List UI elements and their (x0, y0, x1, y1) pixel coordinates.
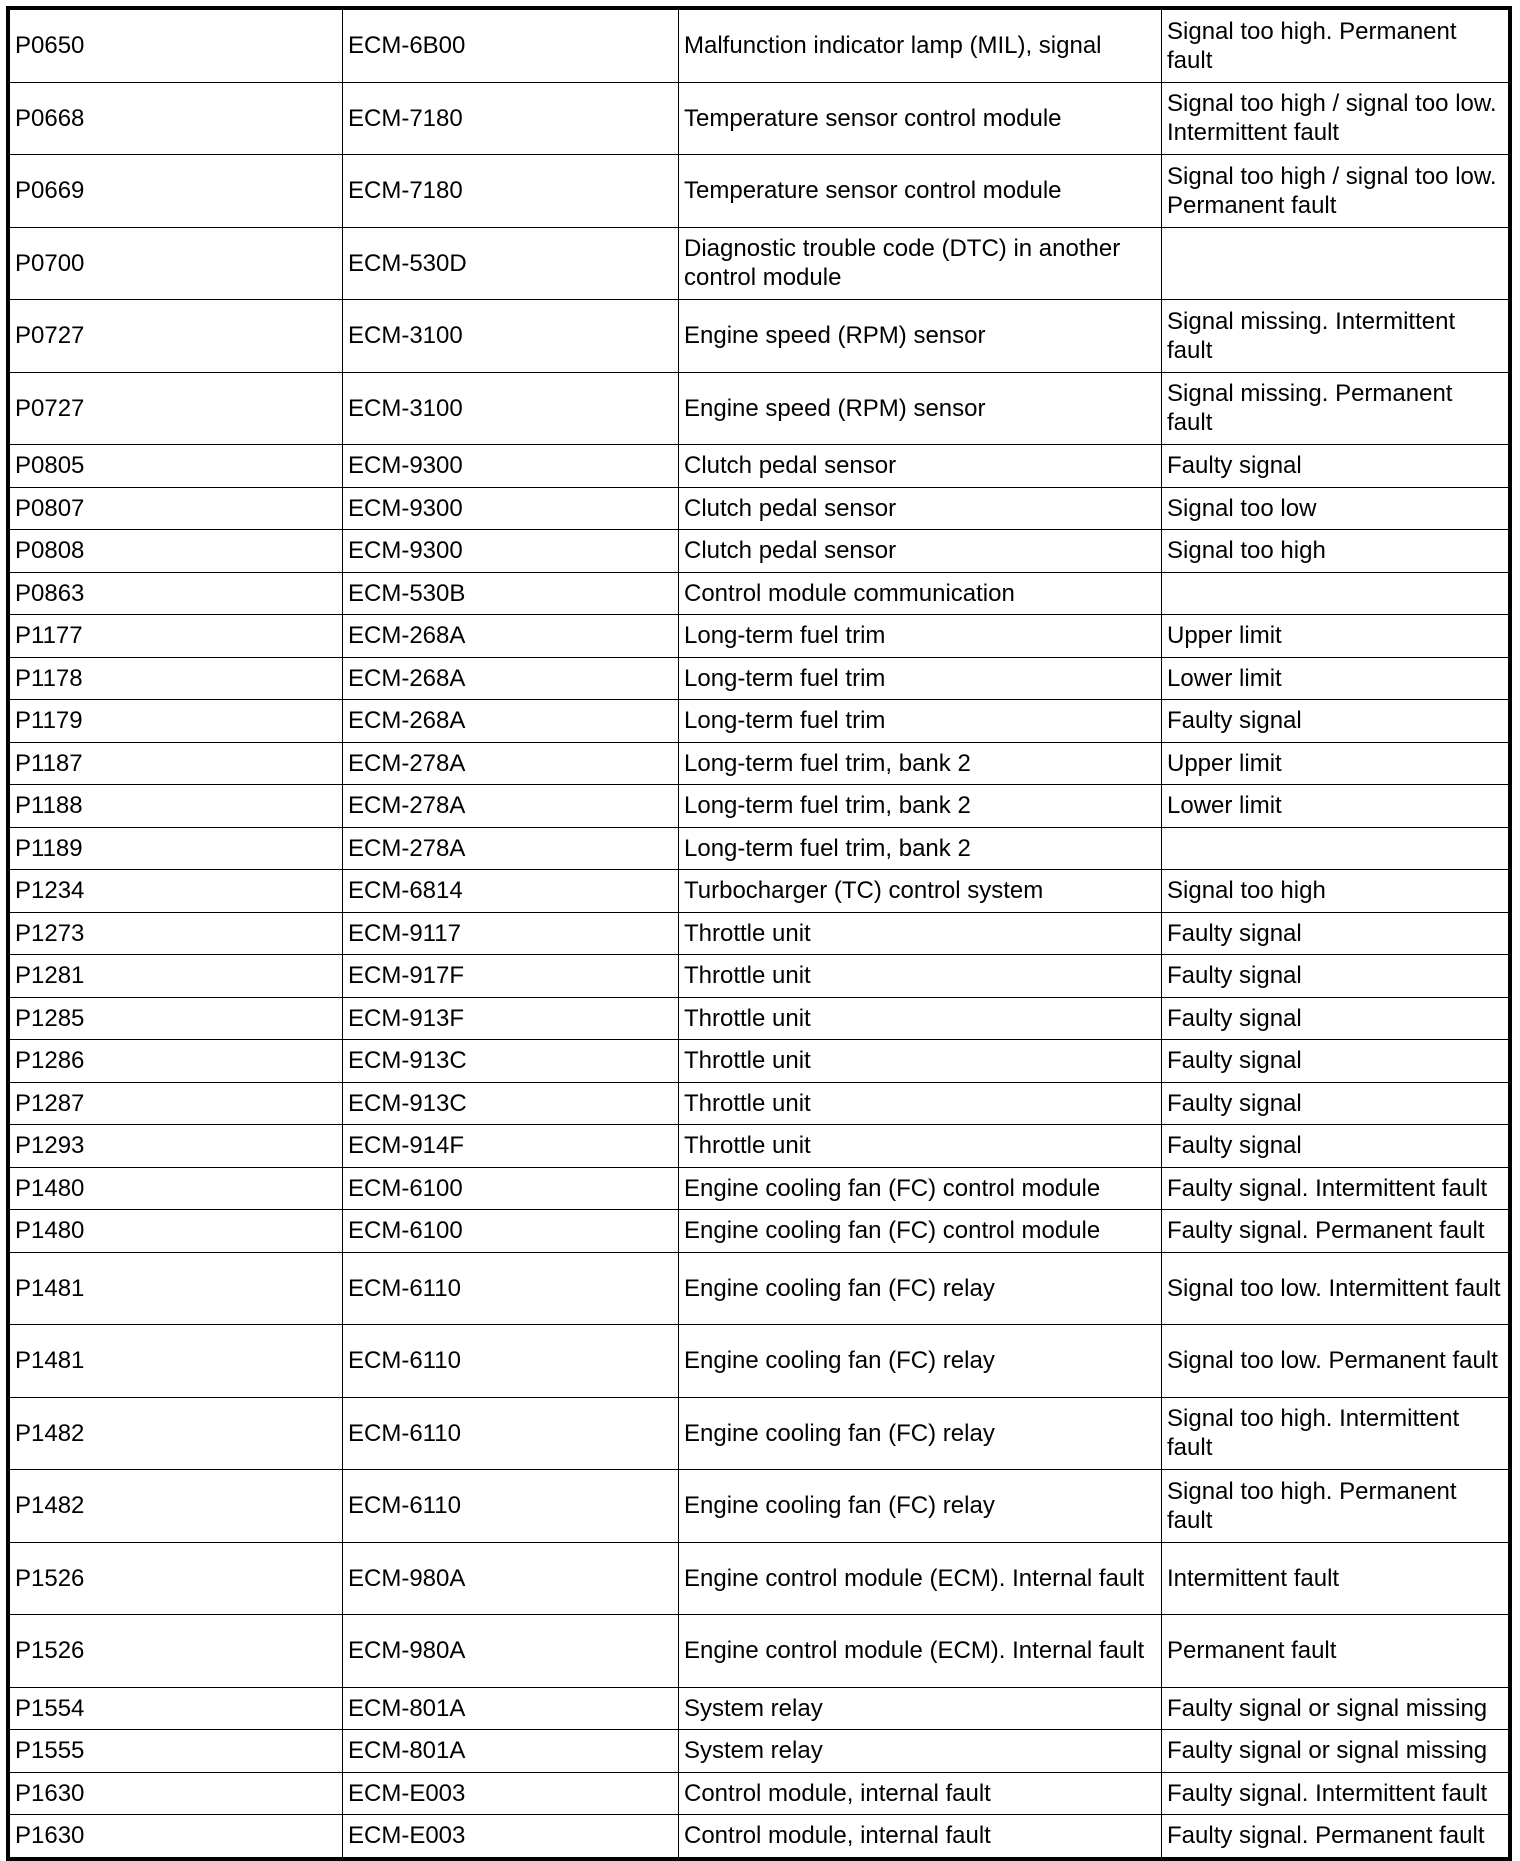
dtc-code-cell: P1526 (10, 1542, 343, 1615)
fault-type-cell: Upper limit (1162, 615, 1509, 658)
ecm-code-cell: ECM-913C (343, 1082, 679, 1125)
dtc-code-cell: P1287 (10, 1082, 343, 1125)
table-row (10, 785, 1509, 828)
table-row (10, 1687, 1509, 1730)
table-row (10, 10, 1509, 83)
fault-type-cell: Faulty signal. Intermittent fault (1162, 1167, 1509, 1210)
component-cell: Long-term fuel trim (679, 657, 1162, 700)
table-row (10, 372, 1509, 445)
component-cell: Throttle unit (679, 997, 1162, 1040)
ecm-code-cell: ECM-9300 (343, 487, 679, 530)
component-cell: Engine speed (RPM) sensor (679, 372, 1162, 445)
ecm-code-cell: ECM-7180 (343, 155, 679, 228)
table-row (10, 1772, 1509, 1815)
ecm-code-cell: ECM-3100 (343, 372, 679, 445)
dtc-code-cell: P0669 (10, 155, 343, 228)
fault-type-cell: Faulty signal (1162, 955, 1509, 998)
ecm-code-cell: ECM-6100 (343, 1167, 679, 1210)
ecm-code-cell: ECM-3100 (343, 300, 679, 373)
dtc-code-cell: P0727 (10, 372, 343, 445)
component-cell: Engine cooling fan (FC) relay (679, 1252, 1162, 1325)
component-cell: Long-term fuel trim, bank 2 (679, 742, 1162, 785)
fault-type-cell: Faulty signal (1162, 700, 1509, 743)
dtc-code-cell: P1187 (10, 742, 343, 785)
dtc-code-cell: P1526 (10, 1615, 343, 1688)
ecm-code-cell: ECM-913F (343, 997, 679, 1040)
table-row (10, 1397, 1509, 1470)
component-cell: Clutch pedal sensor (679, 445, 1162, 488)
table-row (10, 155, 1509, 228)
fault-type-cell: Faulty signal or signal missing (1162, 1730, 1509, 1773)
table-row (10, 1730, 1509, 1773)
component-cell: Turbocharger (TC) control system (679, 870, 1162, 913)
fault-type-cell (1162, 827, 1509, 870)
dtc-code-cell: P1480 (10, 1210, 343, 1253)
fault-type-cell: Faulty signal. Permanent fault (1162, 1210, 1509, 1253)
table-row (10, 1210, 1509, 1253)
ecm-code-cell: ECM-801A (343, 1687, 679, 1730)
ecm-code-cell: ECM-278A (343, 785, 679, 828)
fault-type-cell: Signal too high. Permanent fault (1162, 10, 1509, 83)
dtc-code-cell: P0808 (10, 530, 343, 573)
dtc-code-cell: P0668 (10, 82, 343, 155)
ecm-code-cell: ECM-913C (343, 1040, 679, 1083)
component-cell: Temperature sensor control module (679, 155, 1162, 228)
component-cell: Engine cooling fan (FC) relay (679, 1470, 1162, 1543)
table-row (10, 530, 1509, 573)
component-cell: Engine cooling fan (FC) control module (679, 1167, 1162, 1210)
table-row (10, 1542, 1509, 1615)
ecm-code-cell: ECM-6110 (343, 1470, 679, 1543)
component-cell: Throttle unit (679, 912, 1162, 955)
component-cell: Control module, internal fault (679, 1815, 1162, 1858)
ecm-code-cell: ECM-530D (343, 227, 679, 300)
fault-type-cell: Lower limit (1162, 785, 1509, 828)
fault-type-cell: Signal too high / signal too low. Permanent fault (1162, 155, 1509, 228)
fault-type-cell: Signal missing. Intermittent fault (1162, 300, 1509, 373)
fault-type-cell: Lower limit (1162, 657, 1509, 700)
ecm-code-cell: ECM-917F (343, 955, 679, 998)
dtc-table-body (10, 10, 1509, 1858)
dtc-code-cell: P1481 (10, 1252, 343, 1325)
component-cell: Control module communication (679, 572, 1162, 615)
table-row (10, 1125, 1509, 1168)
table-row (10, 1252, 1509, 1325)
table-row (10, 227, 1509, 300)
fault-type-cell: Signal too high. Intermittent fault (1162, 1397, 1509, 1470)
table-row (10, 1615, 1509, 1688)
ecm-code-cell: ECM-278A (343, 742, 679, 785)
fault-type-cell: Faulty signal (1162, 997, 1509, 1040)
ecm-code-cell: ECM-980A (343, 1542, 679, 1615)
dtc-code-cell: P1480 (10, 1167, 343, 1210)
table-row (10, 912, 1509, 955)
table-row (10, 700, 1509, 743)
table-row (10, 997, 1509, 1040)
fault-type-cell: Faulty signal (1162, 1125, 1509, 1168)
fault-type-cell: Signal too high. Permanent fault (1162, 1470, 1509, 1543)
component-cell: System relay (679, 1687, 1162, 1730)
component-cell: Throttle unit (679, 955, 1162, 998)
ecm-code-cell: ECM-801A (343, 1730, 679, 1773)
component-cell: Throttle unit (679, 1040, 1162, 1083)
table-row (10, 82, 1509, 155)
table-row (10, 742, 1509, 785)
component-cell: Engine control module (ECM). Internal fault (679, 1615, 1162, 1688)
fault-type-cell: Upper limit (1162, 742, 1509, 785)
ecm-code-cell: ECM-E003 (343, 1772, 679, 1815)
table-row (10, 1082, 1509, 1125)
component-cell: Long-term fuel trim, bank 2 (679, 827, 1162, 870)
table-row (10, 657, 1509, 700)
fault-type-cell: Faulty signal. Permanent fault (1162, 1815, 1509, 1858)
table-row (10, 955, 1509, 998)
dtc-code-cell: P1179 (10, 700, 343, 743)
table-row (10, 1167, 1509, 1210)
component-cell: Long-term fuel trim (679, 615, 1162, 658)
table-row (10, 445, 1509, 488)
dtc-code-cell: P1189 (10, 827, 343, 870)
dtc-code-cell: P1482 (10, 1470, 343, 1543)
ecm-code-cell: ECM-914F (343, 1125, 679, 1168)
dtc-code-cell: P1555 (10, 1730, 343, 1773)
table-row (10, 487, 1509, 530)
fault-type-cell: Signal too high (1162, 870, 1509, 913)
ecm-code-cell: ECM-530B (343, 572, 679, 615)
component-cell: Engine cooling fan (FC) relay (679, 1325, 1162, 1398)
dtc-code-cell: P1554 (10, 1687, 343, 1730)
ecm-code-cell: ECM-268A (343, 615, 679, 658)
component-cell: Engine control module (ECM). Internal fault (679, 1542, 1162, 1615)
ecm-code-cell: ECM-7180 (343, 82, 679, 155)
fault-type-cell: Signal too high (1162, 530, 1509, 573)
component-cell: Throttle unit (679, 1125, 1162, 1168)
ecm-code-cell: ECM-E003 (343, 1815, 679, 1858)
table-row (10, 1040, 1509, 1083)
dtc-code-cell: P1482 (10, 1397, 343, 1470)
dtc-code-cell: P0807 (10, 487, 343, 530)
table-row (10, 1325, 1509, 1398)
dtc-code-cell: P1234 (10, 870, 343, 913)
dtc-code-cell: P1178 (10, 657, 343, 700)
fault-type-cell: Faulty signal (1162, 445, 1509, 488)
dtc-code-cell: P1285 (10, 997, 343, 1040)
component-cell: Clutch pedal sensor (679, 487, 1162, 530)
dtc-code-cell: P0650 (10, 10, 343, 83)
ecm-code-cell: ECM-9117 (343, 912, 679, 955)
fault-type-cell: Signal too low. Intermittent fault (1162, 1252, 1509, 1325)
fault-type-cell: Faulty signal (1162, 1082, 1509, 1125)
component-cell: Long-term fuel trim (679, 700, 1162, 743)
fault-type-cell (1162, 572, 1509, 615)
component-cell: Engine cooling fan (FC) control module (679, 1210, 1162, 1253)
fault-type-cell: Permanent fault (1162, 1615, 1509, 1688)
ecm-code-cell: ECM-9300 (343, 530, 679, 573)
table-row (10, 870, 1509, 913)
dtc-code-cell: P0700 (10, 227, 343, 300)
table-row (10, 615, 1509, 658)
dtc-code-cell: P0863 (10, 572, 343, 615)
fault-type-cell: Faulty signal (1162, 912, 1509, 955)
dtc-code-cell: P1273 (10, 912, 343, 955)
dtc-code-cell: P1188 (10, 785, 343, 828)
ecm-code-cell: ECM-6110 (343, 1397, 679, 1470)
fault-type-cell: Signal too high / signal too low. Intermittent fault (1162, 82, 1509, 155)
dtc-table-frame (6, 6, 1512, 1861)
component-cell: Malfunction indicator lamp (MIL), signal (679, 10, 1162, 83)
ecm-code-cell: ECM-6B00 (343, 10, 679, 83)
fault-type-cell: Signal too low (1162, 487, 1509, 530)
ecm-code-cell: ECM-9300 (343, 445, 679, 488)
table-row (10, 572, 1509, 615)
ecm-code-cell: ECM-278A (343, 827, 679, 870)
component-cell: Control module, internal fault (679, 1772, 1162, 1815)
fault-type-cell: Signal too low. Permanent fault (1162, 1325, 1509, 1398)
dtc-table (9, 9, 1509, 1858)
ecm-code-cell: ECM-6100 (343, 1210, 679, 1253)
table-row (10, 300, 1509, 373)
fault-type-cell: Faulty signal or signal missing (1162, 1687, 1509, 1730)
ecm-code-cell: ECM-268A (343, 657, 679, 700)
ecm-code-cell: ECM-6110 (343, 1252, 679, 1325)
component-cell: Temperature sensor control module (679, 82, 1162, 155)
dtc-code-cell: P0805 (10, 445, 343, 488)
dtc-code-cell: P1630 (10, 1772, 343, 1815)
table-row (10, 1470, 1509, 1543)
fault-type-cell (1162, 227, 1509, 300)
component-cell: System relay (679, 1730, 1162, 1773)
component-cell: Diagnostic trouble code (DTC) in another control module (679, 227, 1162, 300)
ecm-code-cell: ECM-6814 (343, 870, 679, 913)
component-cell: Long-term fuel trim, bank 2 (679, 785, 1162, 828)
dtc-code-cell: P1481 (10, 1325, 343, 1398)
dtc-code-cell: P0727 (10, 300, 343, 373)
component-cell: Engine speed (RPM) sensor (679, 300, 1162, 373)
fault-type-cell: Signal missing. Permanent fault (1162, 372, 1509, 445)
dtc-code-cell: P1177 (10, 615, 343, 658)
fault-type-cell: Intermittent fault (1162, 1542, 1509, 1615)
fault-type-cell: Faulty signal. Intermittent fault (1162, 1772, 1509, 1815)
dtc-code-cell: P1286 (10, 1040, 343, 1083)
dtc-code-cell: P1281 (10, 955, 343, 998)
table-row (10, 1815, 1509, 1858)
ecm-code-cell: ECM-980A (343, 1615, 679, 1688)
dtc-code-cell: P1630 (10, 1815, 343, 1858)
component-cell: Clutch pedal sensor (679, 530, 1162, 573)
ecm-code-cell: ECM-268A (343, 700, 679, 743)
table-row (10, 827, 1509, 870)
component-cell: Throttle unit (679, 1082, 1162, 1125)
component-cell: Engine cooling fan (FC) relay (679, 1397, 1162, 1470)
ecm-code-cell: ECM-6110 (343, 1325, 679, 1398)
dtc-code-cell: P1293 (10, 1125, 343, 1168)
fault-type-cell: Faulty signal (1162, 1040, 1509, 1083)
